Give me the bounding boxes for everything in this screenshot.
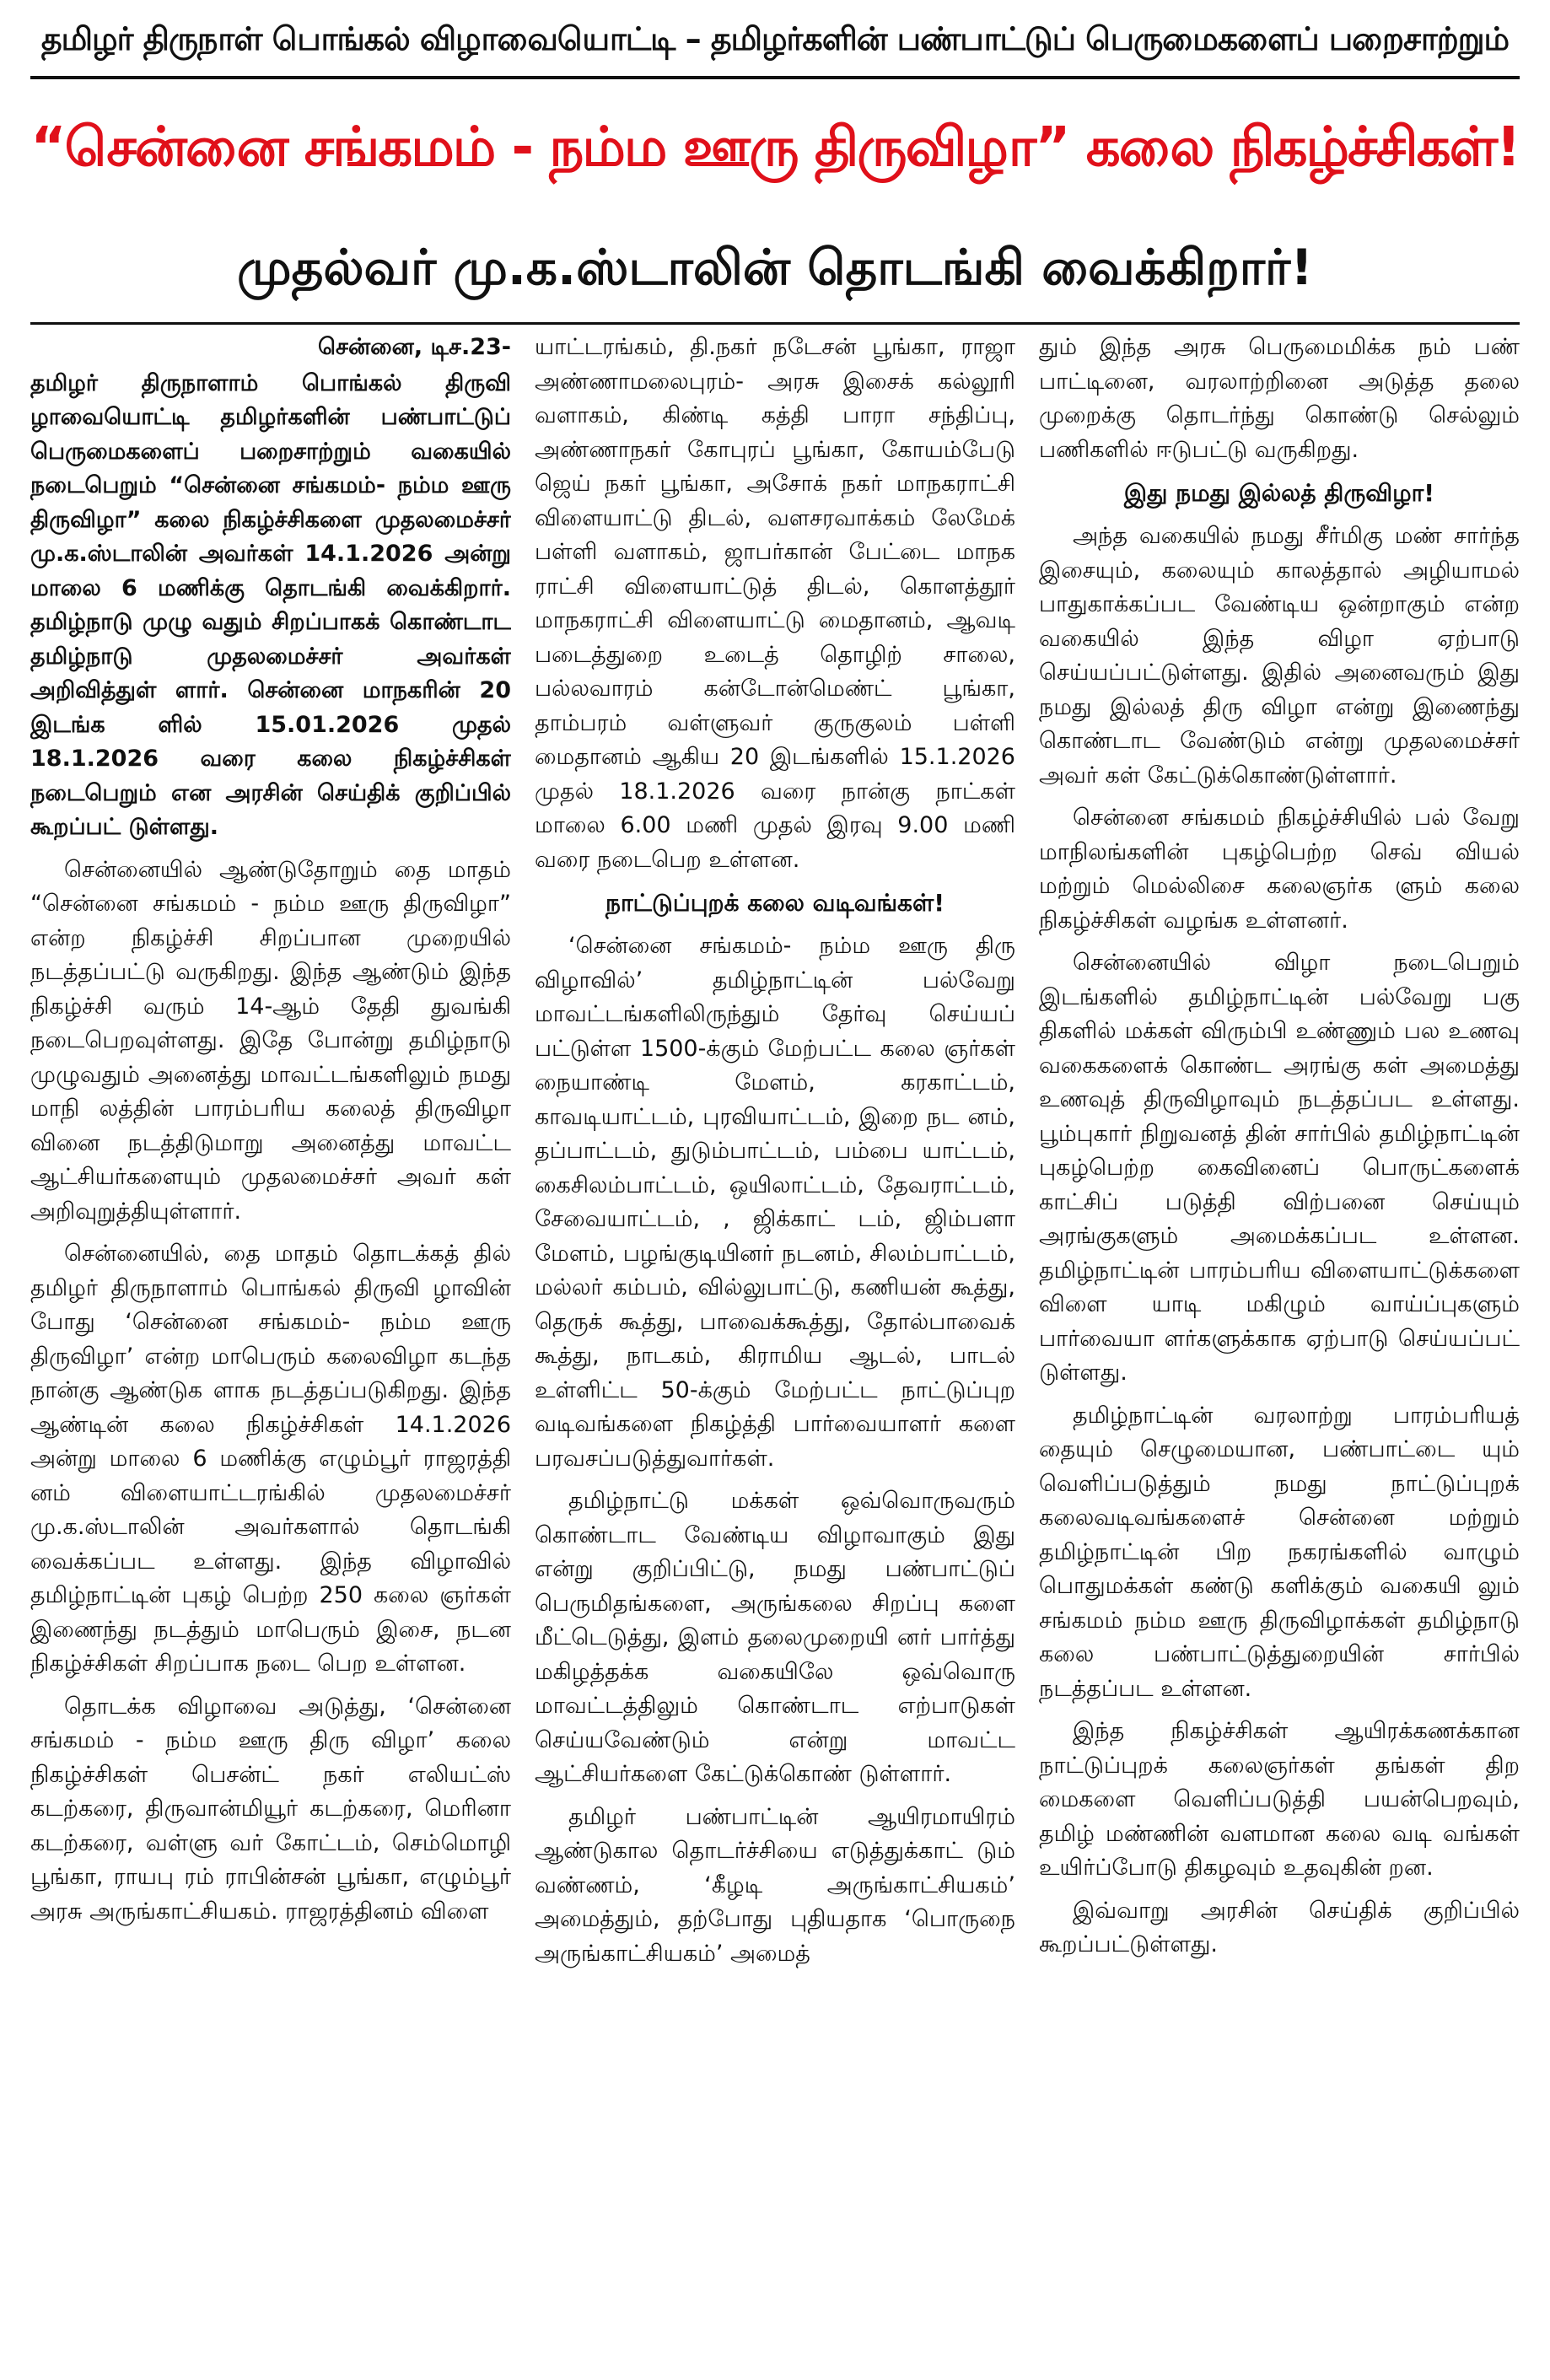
column-3 — [1039, 331, 1520, 2363]
headline: “சென்னை சங்கமம் - நம்ம ஊரு திருவிழா” கலை நிகழ்ச்சிகள்! — [30, 116, 1520, 179]
article-columns — [30, 331, 1520, 2363]
kicker-line: தமிழர் திருநாள் பொங்கல் விழாவையொட்டி – தமிழர்களின் பண்பாட்டுப் பெருமைகளைப் பறைசாற்றும் — [40, 20, 1510, 57]
column-1 — [30, 331, 511, 2363]
subheadline: முதல்வர் மு.க.ஸ்டாலின் தொடங்கி வைக்கிறார்! — [237, 239, 1313, 296]
section-heading: நாட்டுப்புறக் கலை வடிவங்கள்! — [605, 889, 945, 917]
paragraph: சென்னையில் விழா நடைபெறும் இடங்களில் தமிழ்நாட்டின் பல்வேறு பகு திகளில் மக்கள் விரும்பி உண்ணும் பல உணவு வகைகளைக் கொண்ட அரங்கு கள் அமைத்து உணவுத் திருவிழாவும் நடத்தப்பட உள்ளது. பூம்புகார் நிறுவனத் தின் சார்பில் தமிழ்நாட்டின் புகழ்பெற்ற கைவினைப் பொருட்களைக் காட்சிப் படுத்தி விற்பனை செய்யும் அரங்குகளும் அமைக்கப்பட உள்ளன. தமிழ்நாட்டின் பாரம்பரிய விளையாட்டுக்களை விளை யாடி மகிழும் வாய்ப்புகளும் பார்வையா ளர்களுக்காக ஏற்பாடு செய்யப்பட் டுள்ளது. — [1039, 950, 1520, 1386]
section-heading: இது நமது இல்லத் திருவிழா! — [1123, 479, 1435, 507]
paragraph: இவ்வாறு அரசின் செய்திக் குறிப்பில் கூறப்பட்டுள்ளது. — [1039, 1897, 1520, 1957]
paragraph: இந்த நிகழ்ச்சிகள் ஆயிரக்கணக்கான நாட்டுப்புறக் கலைஞர்கள் தங்கள் திற மைகளை வெளிப்படுத்தி பயன்பெறவும், தமிழ் மண்ணின் வளமான கலை வடி வங்கள் உயிர்ப்போடு திகழவும் உதவுகின் றன. — [1039, 1718, 1520, 1881]
mid-rule — [30, 322, 1520, 325]
paragraph: சென்னையில், தை மாதம் தொடக்கத் தில் தமிழர் திருநாளாம் பொங்கல் திருவி ழாவின் போது ‘சென்னை சங்கமம்- நம்ம ஊரு திருவிழா’ என்ற மாபெரும் கலைவிழா கடந்த நான்கு ஆண்டுக ளாக நடத்தப்படுகிறது. இந்த ஆண்டின் கலை நிகழ்ச்சிகள் 14.1.2026 அன்று மாலை 6 மணிக்கு எழும்பூர் ராஜரத்தி னம் விளையாட்டரங்கில் முதலமைச்சர் மு.க.ஸ்டாலின் அவர்களால் தொடங்கி வைக்கப்பட உள்ளது. இந்த விழாவில் தமிழ்நாட்டின் புகழ் பெற்ற 250 கலை ஞர்கள் இணைந்து நடத்தும் மாபெரும் இசை, நடன நிகழ்ச்சிகள் சிறப்பாக நடை பெற உள்ளன. — [30, 1241, 511, 1677]
paragraph: ‘சென்னை சங்கமம்- நம்ம ஊரு திரு விழாவில்’ தமிழ்நாட்டின் பல்வேறு மாவட்டங்களிலிருந்தும் தேர்வு செய்யப் பட்டுள்ள 1500-க்கும் மேற்பட்ட கலை ஞர்கள் நையாண்டி மேளம், கரகாட்டம், காவடியாட்டம், புரவியாட்டம், இறை நட னம், தப்பாட்டம், துடும்பாட்டம், பம்பை யாட்டம், கைசிலம்பாட்டம், ஒயிலாட்டம், தேவராட்டம், சேவையாட்டம், , ஜிக்காட் டம், ஜிம்பளா மேளம், பழங்குடியினர் நடனம், சிலம்பாட்டம், மல்லர் கம்பம், வில்லுபாட்டு, கணியன் கூத்து, தெருக் கூத்து, பாவைக்கூத்து, தோல்பாவைக் கூத்து, நாடகம், கிராமிய ஆடல், பாடல் உள்ளிட்ட 50-க்கும் மேற்பட்ட நாட்டுப்புற வடிவங்களை நிகழ்த்தி பார்வையாளர் களை பரவசப்படுத்துவார்கள். — [535, 933, 1015, 1472]
dateline: சென்னை, டிச.23- — [317, 334, 511, 360]
paragraph: தமிழர் பண்பாட்டின் ஆயிரமாயிரம் ஆண்டுகால தொடர்ச்சியை எடுத்துக்காட் டும் வண்ணம், ‘கீழடி அருங்காட்சியகம்’ அமைத்தும், தற்போது புதியதாக ‘பொருநை அருங்காட்சியகம்’ அமைத் — [535, 1803, 1015, 1967]
column-2 — [535, 331, 1015, 2363]
top-rule — [30, 76, 1520, 79]
lead-paragraph: தமிழர் திருநாளாம் பொங்கல் திருவி ழாவையொட்டி தமிழர்களின் பண்பாட்டுப் பெருமைகளைப் பறைசாற்றும் வகையில் நடைபெறும் “சென்னை சங்கமம்- நம்ம ஊரு திருவிழா” கலை நிகழ்ச்சிகளை முதலமைச்சர் மு.க.ஸ்டாலின் அவர்கள் 14.1.2026 அன்று மாலை 6 மணிக்கு தொடங்கி வைக்கிறார். தமிழ்நாடு முழு வதும் சிறப்பாகக் கொண்டாட தமிழ்நாடு முதலமைச்சர் அவர்கள் அறிவித்துள் ளார். சென்னை மாநகரின் 20 இடங்க ளில் 15.01.2026 முதல் 18.1.2026 வரை கலை நிகழ்ச்சிகள் நடைபெறும் என அரசின் செய்திக் குறிப்பில் கூறப்பட் டுள்ளது. — [30, 369, 511, 840]
paragraph: சென்னையில் ஆண்டுதோறும் தை மாதம் “சென்னை சங்கமம் - நம்ம ஊரு திருவிழா” என்ற நிகழ்ச்சி சிறப்பான முறையில் நடத்தப்பட்டு வருகிறது. இந்த ஆண்டும் இந்த நிகழ்ச்சி வரும் 14-ஆம் தேதி துவங்கி நடைபெறவுள்ளது. இதே போன்று தமிழ்நாடு முழுவதும் அனைத்து மாவட்டங்களிலும் நமது மாநி லத்தின் பாரம்பரிய கலைத் திருவிழா வினை நடத்திடுமாறு அனைத்து மாவட்ட ஆட்சியர்களையும் முதலமைச்சர் அவர் கள் அறிவுறுத்தியுள்ளார். — [30, 856, 511, 1225]
paragraph: சென்னை சங்கமம் நிகழ்ச்சியில் பல் வேறு மாநிலங்களின் புகழ்பெற்ற செவ் வியல் மற்றும் மெல்லிசை கலைஞர்க ளும் கலை நிகழ்ச்சிகள் வழங்க உள்ளனர். — [1039, 805, 1520, 934]
paragraph: தும் இந்த அரசு பெருமைமிக்க நம் பண் பாட்டினை, வரலாற்றினை அடுத்த தலை முறைக்கு தொடர்ந்து கொண்டு செல்லும் பணிகளில் ஈடுபட்டு வருகிறது. — [1039, 334, 1520, 463]
paragraph: யாட்டரங்கம், தி.நகர் நடேசன் பூங்கா, ராஜா அண்ணாமலைபுரம்- அரசு இசைக் கல்லூரி வளாகம், கிண்டி கத்தி பாரா சந்திப்பு, அண்ணாநகர் கோபுரப் பூங்கா, கோயம்பேடு ஜெய் நகர் பூங்கா, அசோக் நகர் மாநகராட்சி விளையாட்டு திடல், வளசரவாக்கம் லேமேக் பள்ளி வளாகம், ஜாபர்கான் பேட்டை மாநக ராட்சி விளையாட்டுத் திடல், கொளத்தூர் மாநகராட்சி விளையாட்டு மைதானம், ஆவடி படைத்துறை உடைத் தொழிற் சாலை, பல்லவாரம் கன்டோன்மெண்ட் பூங்கா, தாம்பரம் வள்ளுவர் குருகுலம் பள்ளி மைதானம் ஆகிய 20 இடங்களில் 15.1.2026 முதல் 18.1.2026 வரை நான்கு நாட்கள் மாலை 6.00 மணி முதல் இரவு 9.00 மணி வரை நடைபெற உள்ளன. — [535, 334, 1015, 873]
paragraph: அந்த வகையில் நமது சீர்மிகு மண் சார்ந்த இசையும், கலையும் காலத்தால் அழியாமல் பாதுகாக்கப்பட வேண்டிய ஒன்றாகும் என்ற வகையில் இந்த விழா ஏற்பாடு செய்யப்பட்டுள்ளது. இதில் அனைவரும் இது நமது இல்லத் திரு விழா என்று இணைந்து கொண்டாட வேண்டும் என்று முதலமைச்சர் அவர் கள் கேட்டுக்கொண்டுள்ளார். — [1039, 523, 1520, 789]
paragraph: தொடக்க விழாவை அடுத்து, ‘சென்னை சங்கமம் - நம்ம ஊரு திரு விழா’ கலை நிகழ்ச்சிகள் பெசன்ட் நகர் எலியட்ஸ் கடற்கரை, திருவான்மியூர் கடற்கரை, மெரினா கடற்கரை, வள்ளு வர் கோட்டம், செம்மொழி பூங்கா, ராயபு ரம் ராபின்சன் பூங்கா, எழும்பூர் அரசு அருங்காட்சியகம். ராஜரத்தினம் விளை — [30, 1693, 511, 1925]
paragraph: தமிழ்நாட்டின் வரலாற்று பாரம்பரியத் தையும் செழுமையான, பண்பாட்டை யும் வெளிப்படுத்தும் நமது நாட்டுப்புறக் கலைவடிவங்களைச் சென்னை மற்றும் தமிழ்நாட்டின் பிற நகரங்களில் வாழும் பொதுமக்கள் கண்டு களிக்கும் வகையி லும் சங்கமம் நம்ம ஊரு திருவிழாக்கள் தமிழ்நாடு கலை பண்பாட்டுத்துறையின் சார்பில் நடத்தப்பட உள்ளன. — [1039, 1402, 1520, 1702]
paragraph: தமிழ்நாட்டு மக்கள் ஒவ்வொருவரும் கொண்டாட வேண்டிய விழாவாகும் இது என்று குறிப்பிட்டு, நமது பண்பாட்டுப் பெருமிதங்களை, அருங்கலை சிறப்பு களை மீட்டெடுத்து, இளம் தலைமுறையி னர் பார்த்து மகிழத்தக்க வகையிலே ஒவ்வொரு மாவட்டத்திலும் கொண்டாட எற்பாடுகள் செய்யவேண்டும் என்று மாவட்ட ஆட்சியர்களை கேட்டுக்கொண் டுள்ளார். — [535, 1488, 1015, 1787]
